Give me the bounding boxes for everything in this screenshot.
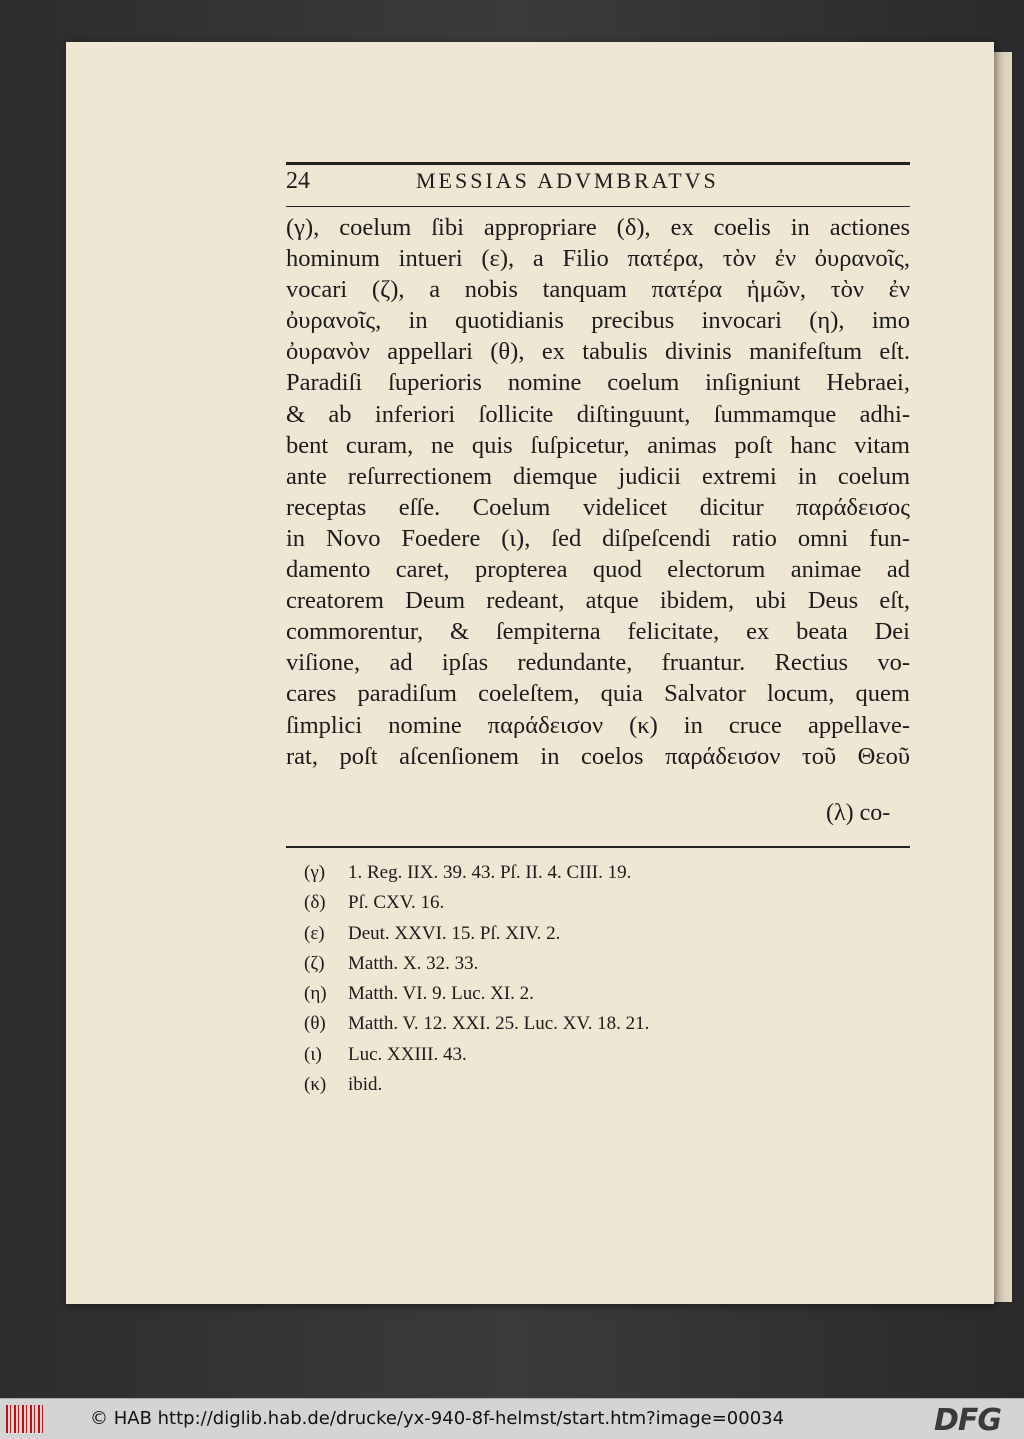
page-header (286, 168, 910, 200)
footnote-mark: (η) (304, 983, 327, 1005)
body-line: viſione, ad ipſas redundante, fruantur. Rectius vo- (286, 649, 910, 677)
header-rule-bottom (286, 206, 910, 207)
body-line: ante reſurrectionem diemque judicii extremi in coelum (286, 462, 910, 490)
footnote (304, 949, 804, 979)
footnote-mark: (γ) (304, 862, 326, 883)
body-line: in Novo Foedere (ι), ſed diſpeſcendi ratio omni fun- (286, 524, 910, 552)
footnote-mark: (κ) (304, 1074, 327, 1096)
barcode-icon (6, 1405, 46, 1433)
dfg-logo: DFG (934, 1403, 1002, 1438)
body-line: damento caret, propterea quod electorum animae ad (286, 556, 910, 584)
footnote-text: Deut. XXVI. 15. Pſ. XIV. 2. (348, 922, 561, 944)
footnote-text: Luc. XXIII. 43. (348, 1043, 467, 1065)
body-line: commorentur, & ſempiterna felicitate, ex beata Dei (286, 618, 910, 646)
body-line: hominum intueri (ε), a Filio πατέρα, τὸν ἐν ὀυρανοῖς, (286, 245, 910, 273)
footnote (304, 979, 804, 1009)
footnote-text: Matth. V. 12. XXI. 25. Luc. XV. 18. 21. (348, 1013, 650, 1035)
footnote-mark: (ζ) (304, 952, 325, 974)
footnote (304, 888, 804, 918)
body-text (286, 212, 910, 772)
footnote (304, 858, 804, 888)
footnote (304, 919, 804, 949)
footnote-text: 1. Reg. IIX. 39. 43. Pſ. II. 4. CIII. 19. (348, 862, 632, 883)
body-line: rat, poſt aſcenſionem in coelos παράδεισον τοῦ Θεοῦ (286, 742, 910, 770)
footnote (304, 1040, 804, 1070)
footnote-text: Matth. X. 32. 33. (348, 952, 479, 974)
footnote-text: Pſ. CXV. 16. (348, 892, 445, 914)
page-number: 24 (286, 168, 310, 194)
footnote-mark: (ι) (304, 1043, 322, 1065)
footnote-mark: (θ) (304, 1013, 326, 1035)
footnote-text: Matth. VI. 9. Luc. XI. 2. (348, 983, 534, 1005)
body-line: vocari (ζ), a nobis tanquam πατέρα ἡμῶν, τὸν ἐν (286, 276, 910, 304)
body-line: & ab inferiori ſollicite diſtinguunt, ſummamque adhi- (286, 400, 910, 428)
footnotes (304, 858, 804, 1100)
body-line: ὀυρανοῖς, in quotidianis precibus invocari (η), imo (286, 307, 910, 335)
body-line: ὀυρανὸν appellari (θ), ex tabulis divinis manifeſtum eſt. (286, 338, 910, 366)
header-rule-top (286, 162, 910, 165)
footnote (304, 1070, 804, 1100)
body-line: cares paradiſum coeleſtem, quia Salvator locum, quem (286, 680, 910, 708)
footnote-mark: (δ) (304, 892, 326, 914)
footnote-mark: (ε) (304, 922, 325, 944)
footnote-rule (286, 846, 910, 848)
body-line: ſimplici nomine παράδεισον (κ) in cruce appellave- (286, 711, 910, 739)
footnote (304, 1009, 804, 1039)
running-title: MESSIAS ADVMBRATVS (416, 168, 719, 193)
footnote-text: ibid. (348, 1074, 383, 1096)
body-line: creatorem Deum redeant, atque ibidem, ubi Deus eſt, (286, 587, 910, 615)
body-line: bent curam, ne quis ſuſpicetur, animas poſt hanc vitam (286, 431, 910, 459)
footer-bar (0, 1398, 1024, 1439)
body-line: Paradiſi ſuperioris nomine coelum inſigniunt Hebraei, (286, 369, 910, 397)
copyright-link[interactable]: © HAB http://diglib.hab.de/drucke/yx-940-8f-helmst/start.htm?image=00034 (90, 1408, 785, 1429)
body-line: receptas eſſe. Coelum videlicet dicitur παράδεισος (286, 493, 910, 521)
catchword: (λ) co- (826, 800, 891, 826)
body-line: (γ), coelum ſibi appropriare (δ), ex coelis in actiones (286, 214, 910, 241)
